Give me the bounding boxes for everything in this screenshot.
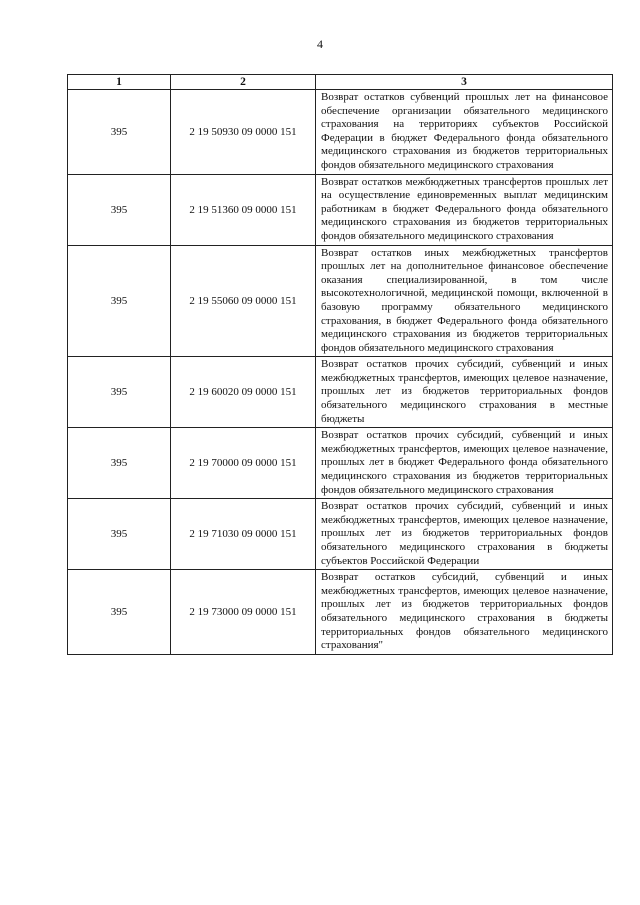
budget-code-cell: 2 19 55060 09 0000 151 — [171, 245, 316, 357]
description-cell: Возврат остатков субвенций прошлых лет на финансовое обеспечение организации обязательного медицинского страхования на территориях субъектов Российской Федерации в бюджет Федерального фонда обязательного медицинского страхования из бюджетов территориальных фондов обязательного медицинского страхования — [316, 90, 613, 175]
table-row — [68, 90, 613, 175]
table-row — [68, 174, 613, 245]
table-row — [68, 499, 613, 570]
admin-code-cell: 395 — [68, 174, 171, 245]
column-header-3: 3 — [316, 75, 613, 90]
column-header-1: 1 — [68, 75, 171, 90]
description-cell: Возврат остатков прочих субсидий, субвенций и иных межбюджетных трансфертов, имеющих целевое назначение, прошлых лет из бюджетов территориальных фондов обязательного медицинского страхования в местные бюджеты — [316, 357, 613, 428]
budget-code-cell: 2 19 71030 09 0000 151 — [171, 499, 316, 570]
admin-code-cell: 395 — [68, 428, 171, 499]
table-header-row — [68, 75, 613, 90]
description-cell: Возврат остатков субсидий, субвенций и иных межбюджетных трансфертов, имеющих целевое назначение, прошлых лет из бюджетов территориальных фондов обязательного медицинского страхования в бюджеты территориальных фондов обязательного медицинского страхования" — [316, 570, 613, 655]
table-row — [68, 357, 613, 428]
budget-code-cell: 2 19 50930 09 0000 151 — [171, 90, 316, 175]
admin-code-cell: 395 — [68, 245, 171, 357]
description-cell: Возврат остатков иных межбюджетных трансфертов прошлых лет на дополнительное финансовое обеспечение оказания специализированной, в том числе высокотехнологичной, медицинской помощи, включенной в базовую программу обязательного медицинского страхования, в бюджет Федерального фонда обязательного медицинского страхования из бюджетов территориальных фондов обязательного медицинского страхования — [316, 245, 613, 357]
description-cell: Возврат остатков прочих субсидий, субвенций и иных межбюджетных трансфертов, имеющих целевое назначение, прошлых лет в бюджет Федерального фонда обязательного медицинского страхования из бюджетов территориальных фондов обязательного медицинского страхования — [316, 428, 613, 499]
budget-code-cell: 2 19 70000 09 0000 151 — [171, 428, 316, 499]
admin-code-cell: 395 — [68, 357, 171, 428]
column-header-2: 2 — [171, 75, 316, 90]
table-row — [68, 245, 613, 357]
budget-code-cell: 2 19 60020 09 0000 151 — [171, 357, 316, 428]
budget-classification-table — [67, 74, 613, 655]
table-row — [68, 570, 613, 655]
admin-code-cell: 395 — [68, 499, 171, 570]
page-number: 4 — [317, 37, 323, 51]
description-cell: Возврат остатков прочих субсидий, субвенций и иных межбюджетных трансфертов, имеющих целевое назначение, прошлых лет из бюджетов территориальных фондов обязательного медицинского страхования в бюджеты субъектов Российской Федерации — [316, 499, 613, 570]
budget-code-cell: 2 19 73000 09 0000 151 — [171, 570, 316, 655]
table-row — [68, 428, 613, 499]
admin-code-cell: 395 — [68, 90, 171, 175]
budget-code-cell: 2 19 51360 09 0000 151 — [171, 174, 316, 245]
description-cell: Возврат остатков межбюджетных трансфертов прошлых лет на осуществление единовременных выплат медицинским работникам в бюджет Федерального фонда обязательного медицинского страхования из бюджетов территориальных фондов обязательного медицинского страхования — [316, 174, 613, 245]
admin-code-cell: 395 — [68, 570, 171, 655]
